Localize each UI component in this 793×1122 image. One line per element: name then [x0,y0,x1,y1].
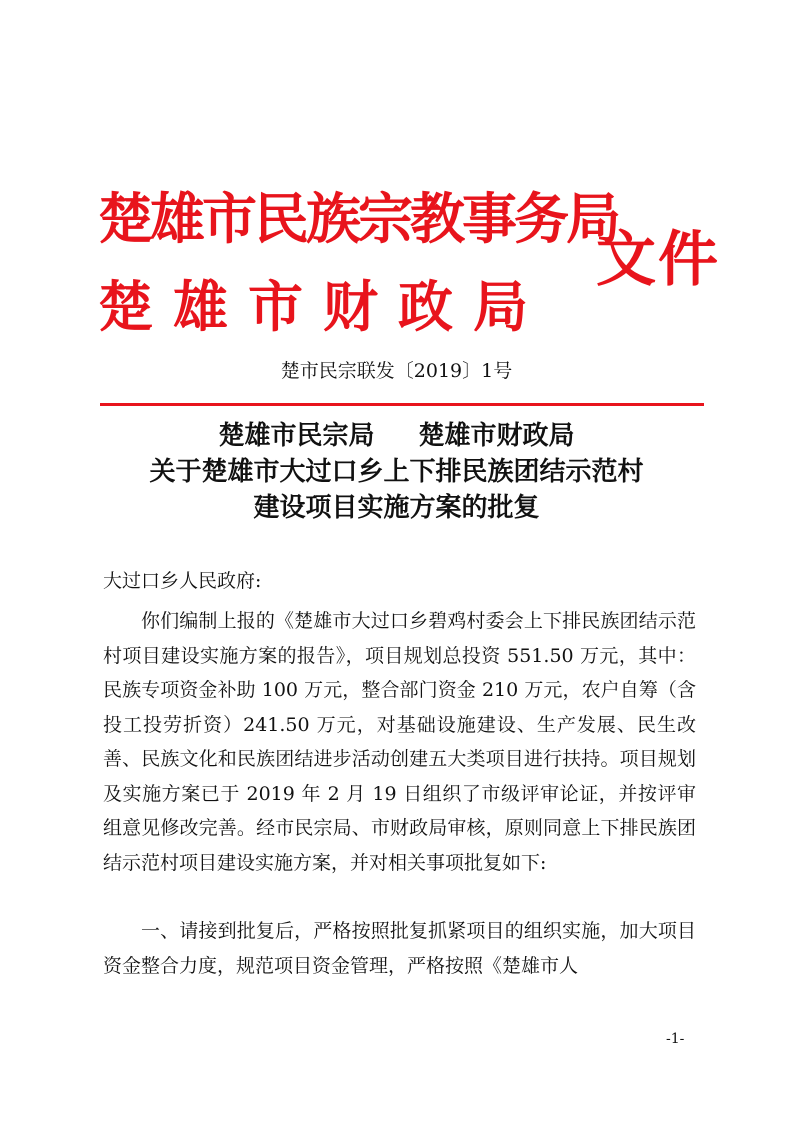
salutation: 大过口乡人民政府: [103,570,262,592]
masthead-issuer-1: 楚雄市民族宗教事务局 [98,187,619,251]
title-line-2: 关于楚雄市大过口乡上下排民族团结示范村 [149,457,644,487]
body-paragraph-2: 一、请接到批复后，严格按照批复抓紧项目的组织实施，加大项目资金整合力度，规范项目资金管理，严格按照《楚雄市人 [103,920,696,977]
title-issuers-line [0,418,793,454]
masthead-suffix: 文件 [596,225,720,295]
title-issuer-1: 楚雄市民宗局 [218,421,375,451]
title-issuer-2: 楚雄市财政局 [418,421,575,451]
masthead-issuer-2: 楚雄市财政局 [98,275,549,339]
page-number: -1- [666,1031,685,1047]
red-divider-line [100,403,704,406]
document-number: 楚市民宗联发〔2019〕1号 [280,360,513,382]
body-paragraph-1: 你们编制上报的《楚雄市大过口乡碧鸡村委会上下排民族团结示范村项目建设实施方案的报告》，项目规划总投资 551.50 万元，其中：民族专项资金补助 100 万元，整合部门资金 210 万元，农户自筹（含投工投劳折资）241.50 万元，对基础设施建设、生产发展、民生改善、民族文化和民族团结进步活动创建五大类项目进行扶持。项目规划及实施方案已于 2019 年 2 月 19 日组织了市级评审论证，并按评审组意见修改完善。经市民宗局、市财政局审核，原则同意上下排民族团结示范村项目建设实施方案，并对相关事项批复如下: [103,610,696,874]
document-title [0,418,793,526]
title-line-3: 建设项目实施方案的批复 [253,493,540,523]
